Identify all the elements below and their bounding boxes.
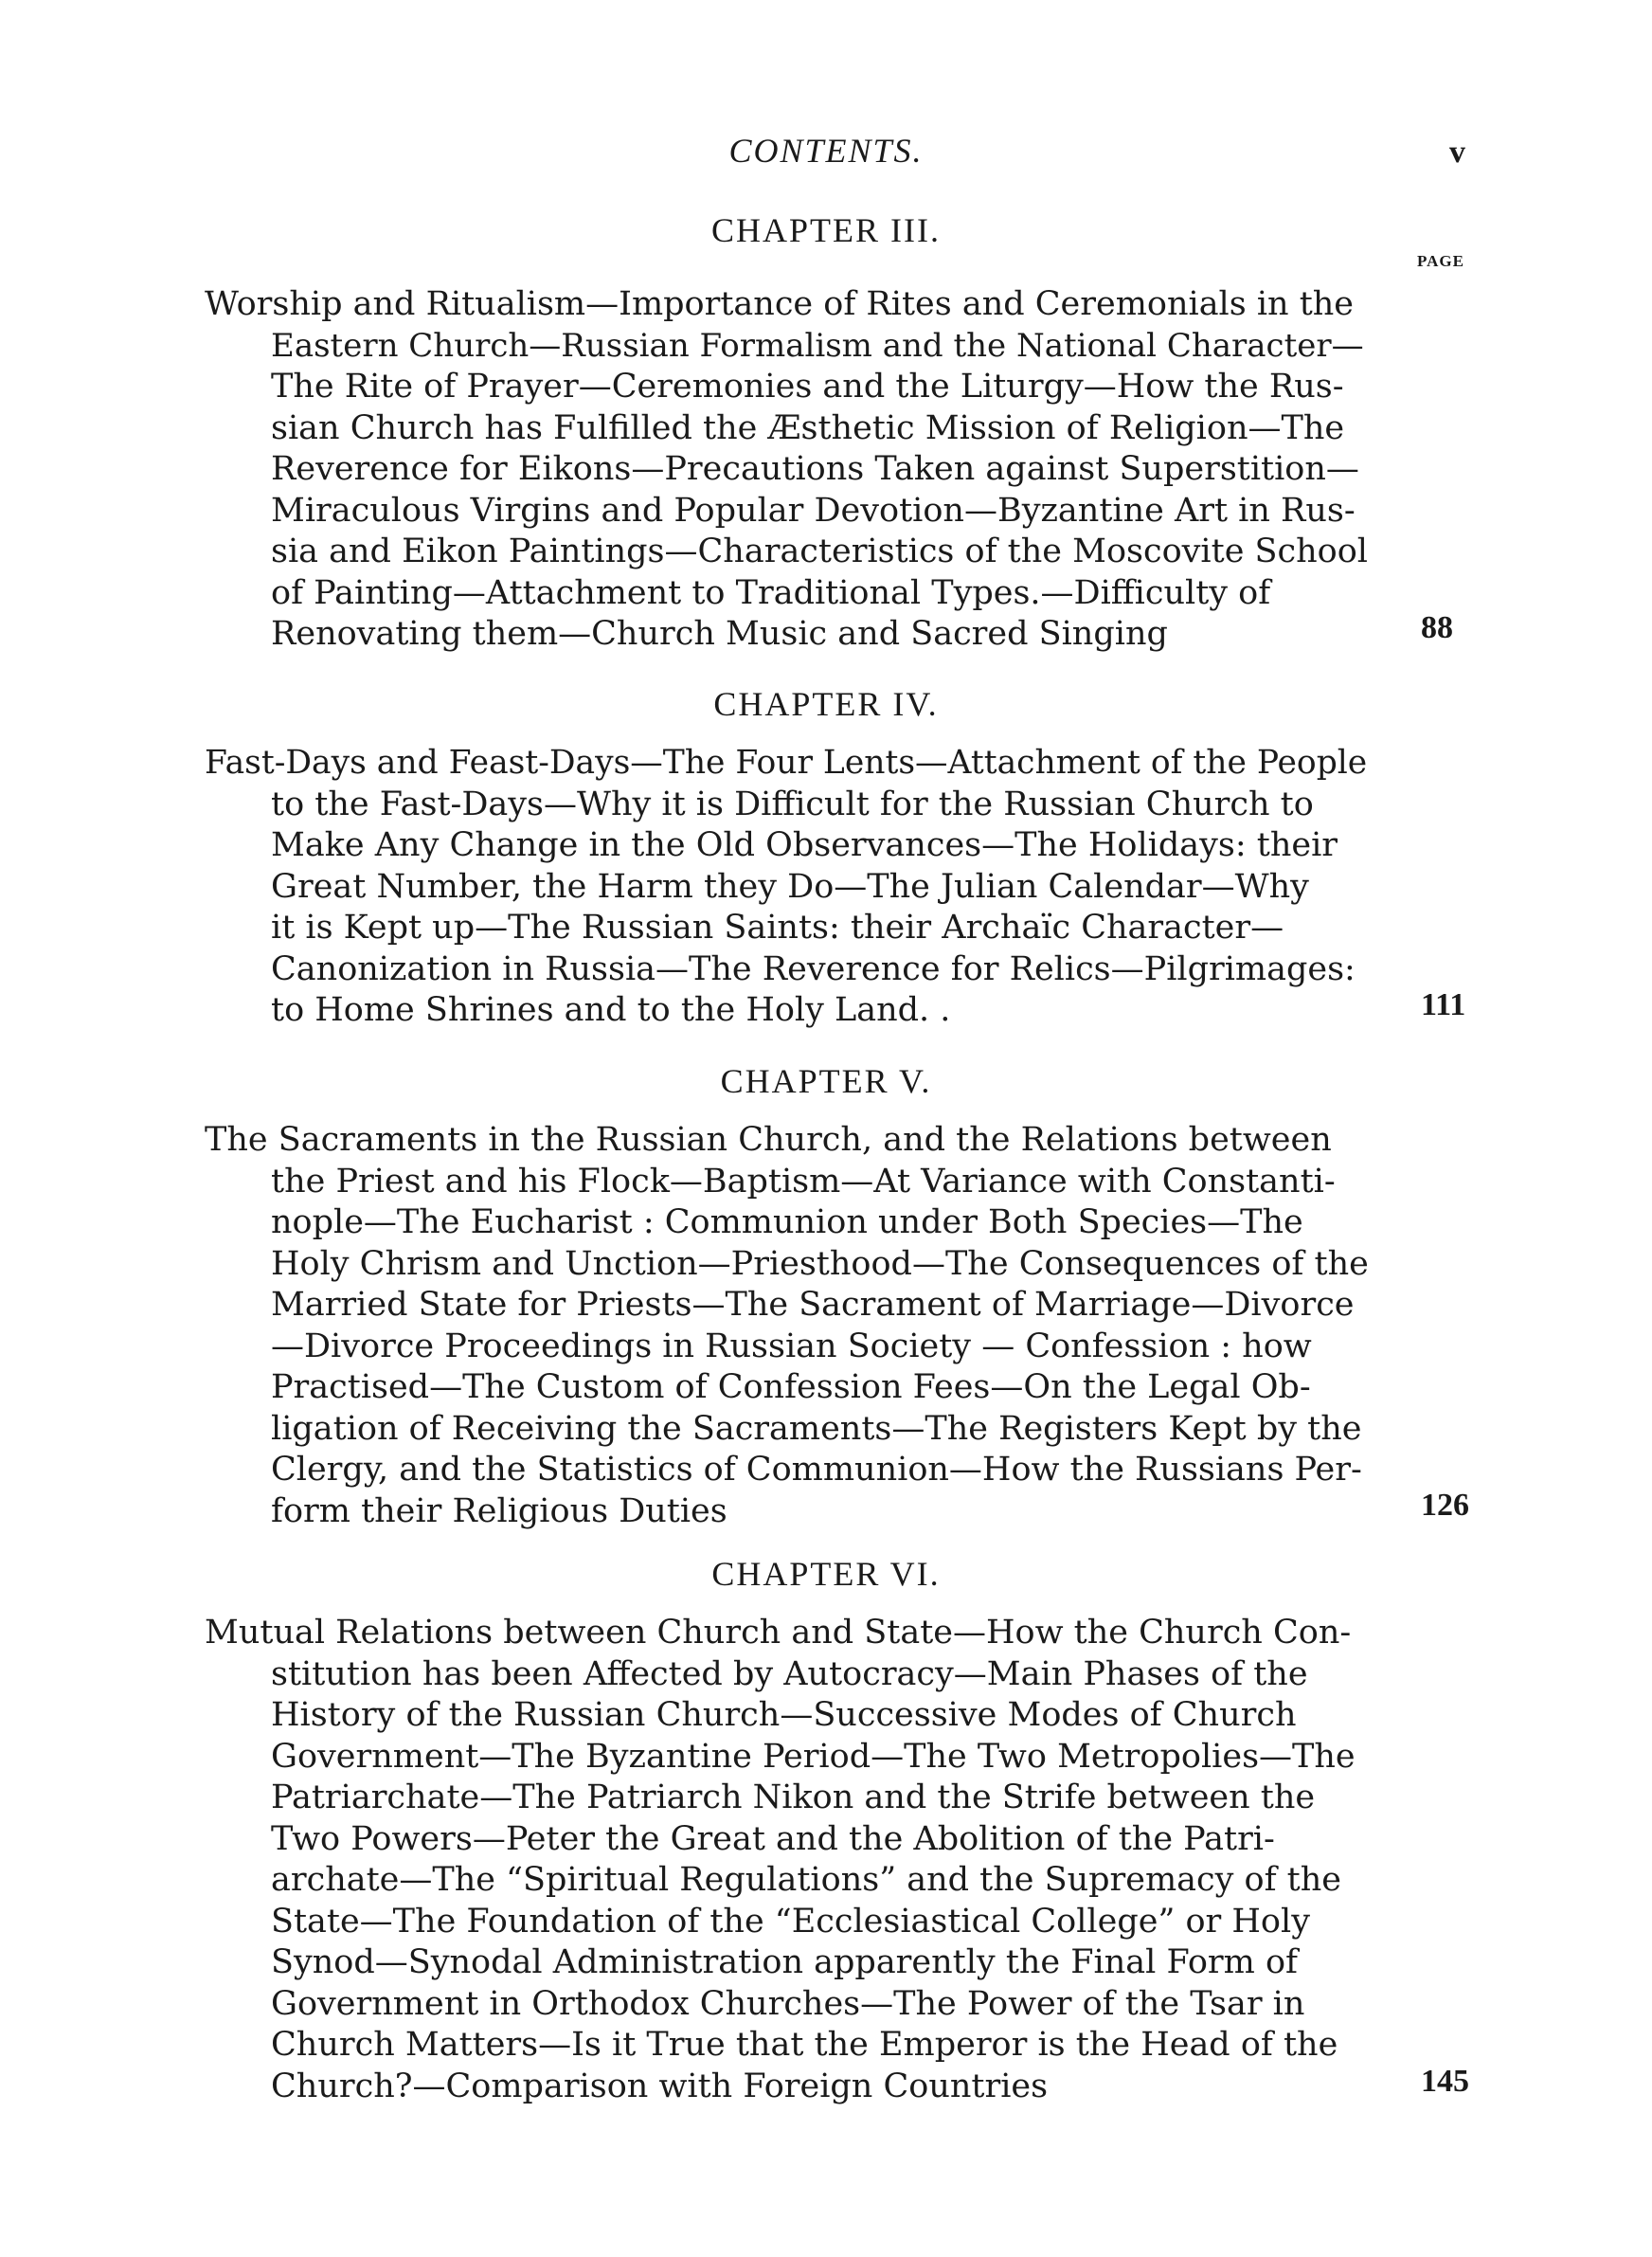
page-reference: 111 [1421,987,1466,1022]
summary-line: Practised—The Custom of Confession Fees—On the Legal Ob- [271,1368,1311,1406]
summary-line: sia and Eikon Paintings—Characteristics of the Moscovite School [271,533,1368,570]
folio-page-number: v [1449,135,1465,170]
page-reference: 145 [1421,2064,1469,2099]
summary-line: Reverence for Eikons—Precautions Taken against Superstition— [271,450,1359,488]
page-column-label: PAGE [1417,252,1464,270]
summary-line: The Rite of Prayer—Ceremonies and the Liturgy—How the Rus- [271,368,1344,406]
summary-line: Eastern Church—Russian Formalism and the National Character— [271,326,1364,365]
summary-line: Clergy, and the Statistics of Communion—How the Russians Per- [271,1451,1362,1489]
summary-line: Renovating them—Church Music and Sacred Singing [271,615,1168,653]
summary-line: Fast-Days and Feast-Days—The Four Lents—Attachment of the People [205,744,1368,782]
summary-line: Worship and Ritualism—Importance of Rites and Ceremonials in the [205,285,1355,323]
summary-line: Miraculous Virgins and Popular Devotion—Byzantine Art in Rus- [271,491,1356,530]
summary-line: Two Powers—Peter the Great and the Abolition of the Patri- [271,1819,1275,1858]
page-reference: 126 [1421,1488,1469,1523]
running-head [0,131,1652,178]
summary-line: the Priest and his Flock—Baptism—At Variance with Constanti- [271,1162,1336,1201]
summary-line: Canonization in Russia—The Reverence for Relics—Pilgrimages: [271,949,1356,988]
summary-line: State—The Foundation of the “Ecclesiastical College” or Holy [271,1902,1310,1941]
summary-line: Church?—Comparison with Foreign Countries [271,2067,1049,2105]
summary-line: The Sacraments in the Russian Church, and the Relations between [205,1121,1332,1159]
summary-line: nople—The Eucharist : Communion under Both Species—The [271,1203,1303,1241]
page-reference: 88 [1421,610,1453,645]
running-title: CONTENTS. [728,132,924,170]
chapter-summary [205,1120,1379,1532]
chapter-heading: CHAPTER V. [720,1062,932,1100]
summary-line: stitution has been Affected by Autocracy—Main Phases of the [271,1654,1308,1693]
summary-line: form their Religious Duties [271,1491,727,1530]
summary-line: Synod—Synodal Administration apparently the Final Form of [271,1943,1298,1981]
summary-line: —Divorce Proceedings in Russian Society — Confession : how [271,1327,1312,1365]
summary-line: Make Any Change in the Old Observances—The Holidays: their [271,826,1338,864]
summary-line: Married State for Priests—The Sacrament of Marriage—Divorce [271,1286,1355,1324]
summary-line: to the Fast-Days—Why it is Difficult for the Russian Church to [271,785,1314,823]
summary-line: Government—The Byzantine Period—The Two Metropolies—The [271,1737,1356,1776]
chapter-heading: CHAPTER III. [711,211,941,249]
chapter-summary [205,1613,1379,2107]
summary-line: it is Kept up—The Russian Saints: their Archaïc Character— [271,909,1284,947]
chapter-heading: CHAPTER IV. [713,685,939,723]
summary-line: ligation of Receiving the Sacraments—The Registers Kept by the [271,1409,1362,1448]
chapter-summary [205,284,1379,656]
summary-line: Church Matters—Is it True that the Emperor is the Head of the [271,2026,1338,2064]
chapter-heading: CHAPTER VI. [711,1555,941,1593]
summary-line: archate—The “Spiritual Regulations” and the Supremacy of the [271,1861,1341,1899]
summary-line: History of the Russian Church—Successive Modes of Church [271,1696,1297,1734]
summary-line: Government in Orthodox Churches—The Power of the Tsar in [271,1984,1305,2023]
summary-line: Mutual Relations between Church and State—How the Church Con- [205,1614,1352,1652]
summary-line: to Home Shrines and to the Holy Land. . [271,991,951,1029]
chapter-summary [205,743,1379,1032]
summary-line: sian Church has Fulfilled the Æsthetic Mission of Religion—The [271,408,1345,447]
summary-line: of Painting—Attachment to Traditional Types.—Difficulty of [271,573,1271,612]
summary-line: Patriarchate—The Patriarch Nikon and the Strife between the [271,1779,1316,1816]
summary-line: Great Number, the Harm they Do—The Julian Calendar—Why [271,867,1309,906]
summary-line: Holy Chrism and Unction—Priesthood—The Consequences of the [271,1244,1369,1283]
